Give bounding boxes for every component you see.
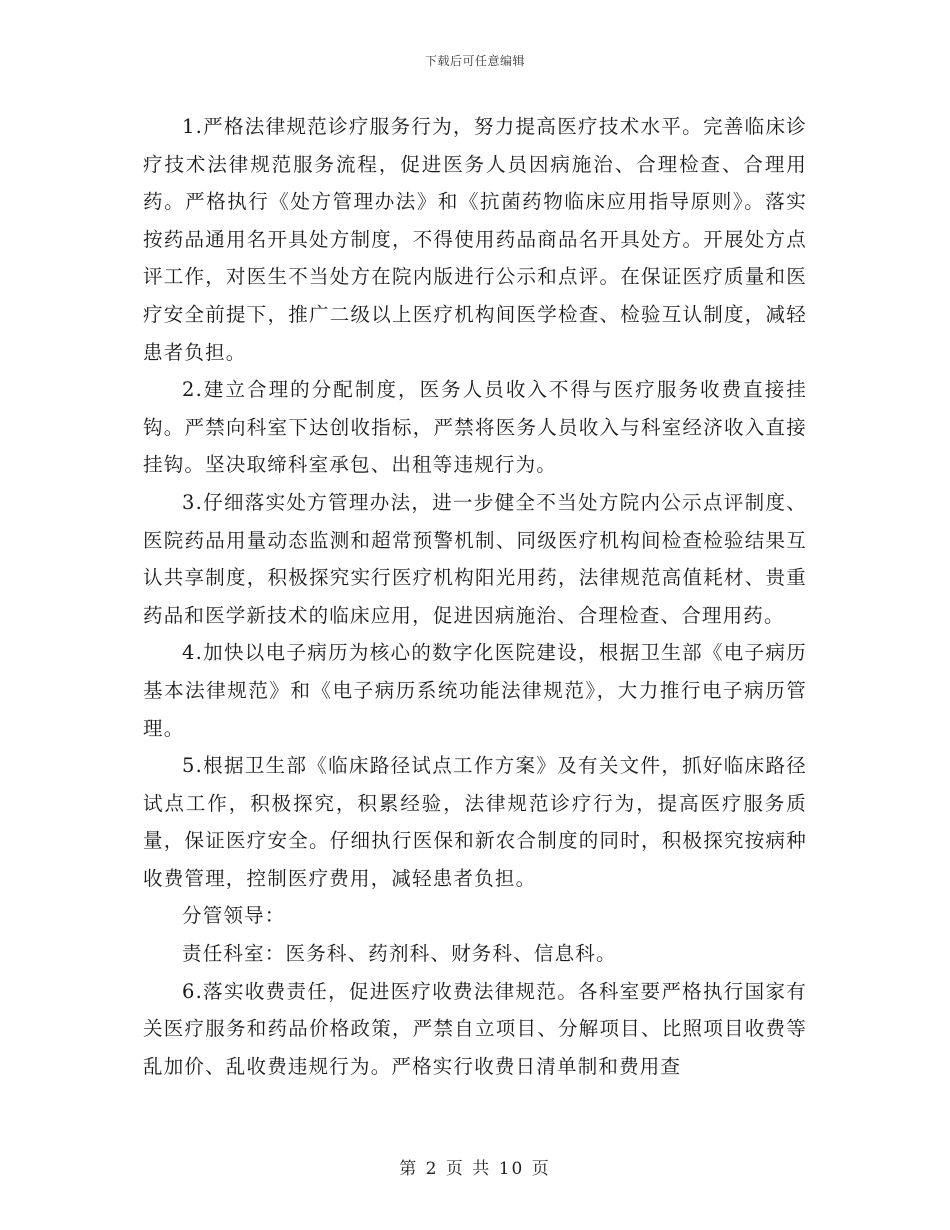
paragraph-5: 5.根据卫生部《临床路径试点工作方案》及有关文件，抓好临床路径试点工作，积极探究，积累经验，法律规范诊疗行为，提高医疗服务质量，保证医疗安全。仔细执行医保和新农合制度的同时，积极探究按病种收费管理，控制医疗费用，减轻患者负担。 <box>143 754 807 890</box>
paragraph-6: 6.落实收费责任，促进医疗收费法律规范。各科室要严格执行国家有关医疗服务和药品价格政策，严禁自立项目、分解项目、比照项目收费等乱加价、乱收费违规行为。严格实行收费日清单制和费用查 <box>143 979 807 1078</box>
page-header: 下载后可任意编辑 <box>424 54 525 68</box>
page-number: 第 2 页 共 10 页 <box>399 1159 551 1179</box>
paragraph-1: 1.严格法律规范诊疗服务行为，努力提高医疗技术水平。完善临床诊疗技术法律规范服务流程，促进医务人员因病施治、合理检查、合理用药。严格执行《处方管理办法》和《抗菌药物临床应用指导原则》。落实按药品通用名开具处方制度，不得使用药品商品名开具处方。开展处方点评工作，对医生不当处方在院内版进行公示和点评。在保证医疗质量和医疗安全前提下，推广二级以上医疗机构间医学检查、检验互认制度，减轻患者负担。 <box>143 115 807 364</box>
paragraph-responsible-dept: 责任科室：医务科、药剂科、财务科、信息科。 <box>182 942 617 966</box>
paragraph-4: 4.加快以电子病历为核心的数字化医院建设，根据卫生部《电子病历基本法律规范》和《电子病历系统功能法律规范》，大力推行电子病历管理。 <box>143 641 807 740</box>
paragraph-2: 2.建立合理的分配制度，医务人员收入不得与医疗服务收费直接挂钩。严禁向科室下达创收指标，严禁将医务人员收入与科室经济收入直接挂钩。坚决取缔科室承包、出租等违规行为。 <box>143 378 807 477</box>
paragraph-3: 3.仔细落实处方管理办法，进一步健全不当处方院内公示点评制度、医院药品用量动态监测和超常预警机制、同级医疗机构间检查检验结果互认共享制度，积极探究实行医疗机构阳光用药，法律规范高值耗材、贵重药品和医学新技术的临床应用，促进因病施治、合理检查、合理用药。 <box>143 490 807 627</box>
paragraph-leader: 分管领导： <box>182 904 286 928</box>
document-body <box>143 108 807 1085</box>
